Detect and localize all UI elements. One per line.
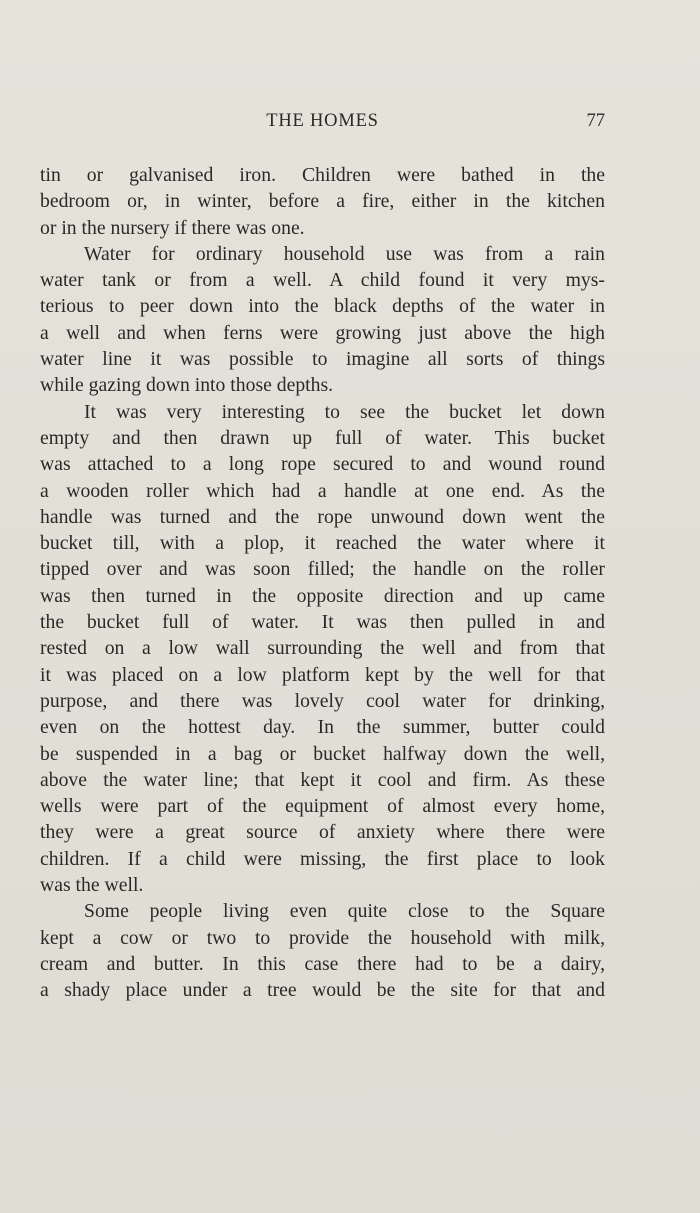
text-line: bedroom or, in winter, before a fire, either in the kitchen [40, 190, 605, 213]
text-line: was the well. [40, 874, 144, 897]
body-text [40, 162, 605, 1004]
text-line: it was placed on a low platform kept by the well for that [40, 663, 605, 686]
text-line: It was very interesting to see the bucket let down [84, 400, 605, 423]
text-line: was then turned in the opposite direction and up came [40, 584, 605, 607]
text-line: cream and butter. In this case there had to be a dairy, [40, 952, 605, 975]
text-line: be suspended in a bag or bucket halfway down the well, [40, 742, 605, 765]
text-line: above the water line; that kept it cool and firm. As these [40, 768, 605, 791]
text-line: a well and when ferns were growing just above the high [40, 321, 605, 344]
paragraph-2 [40, 241, 605, 399]
text-line: rested on a low wall surrounding the well and from that [40, 637, 605, 660]
text-line: water tank or from a well. A child found it very mys- [40, 269, 605, 292]
paragraph-1 [40, 162, 605, 241]
text-line: a wooden roller which had a handle at one end. As the [40, 479, 605, 502]
text-line: or in the nursery if there was one. [40, 216, 305, 239]
page-number: 77 [586, 111, 605, 131]
text-line: was attached to a long rope secured to and wound round [40, 453, 605, 476]
text-line: empty and then drawn up full of water. This bucket [40, 426, 605, 449]
text-line: they were a great source of anxiety where there were [40, 821, 605, 844]
text-line: tipped over and was soon filled; the handle on the roller [40, 558, 605, 581]
text-line: Water for ordinary household use was from a rain [84, 242, 605, 265]
text-line: Some people living even quite close to the Square [84, 900, 605, 923]
text-line: tin or galvanised iron. Children were bathed in the [40, 164, 605, 186]
text-line: bucket till, with a plop, it reached the water where it [40, 532, 605, 555]
running-title: THE HOMES [266, 111, 379, 131]
text-line: even on the hottest day. In the summer, butter could [40, 716, 605, 739]
text-line: the bucket full of water. It was then pulled in and [40, 611, 605, 634]
paragraph-4 [40, 898, 605, 1003]
paragraph-3 [40, 399, 605, 899]
text-line: children. If a child were missing, the first place to look [40, 847, 605, 870]
running-head [40, 111, 605, 137]
text-line: handle was turned and the rope unwound down went the [40, 505, 605, 528]
text-line: water line it was possible to imagine all sorts of things [40, 348, 605, 371]
text-line: while gazing down into those depths. [40, 374, 334, 397]
text-line: terious to peer down into the black depths of the water in [40, 295, 605, 318]
text-line: a shady place under a tree would be the site for that and [40, 979, 605, 1002]
text-line: kept a cow or two to provide the household with milk, [40, 926, 605, 949]
text-line: wells were part of the equipment of almost every home, [40, 795, 605, 818]
text-line: purpose, and there was lovely cool water for drinking, [40, 689, 605, 712]
